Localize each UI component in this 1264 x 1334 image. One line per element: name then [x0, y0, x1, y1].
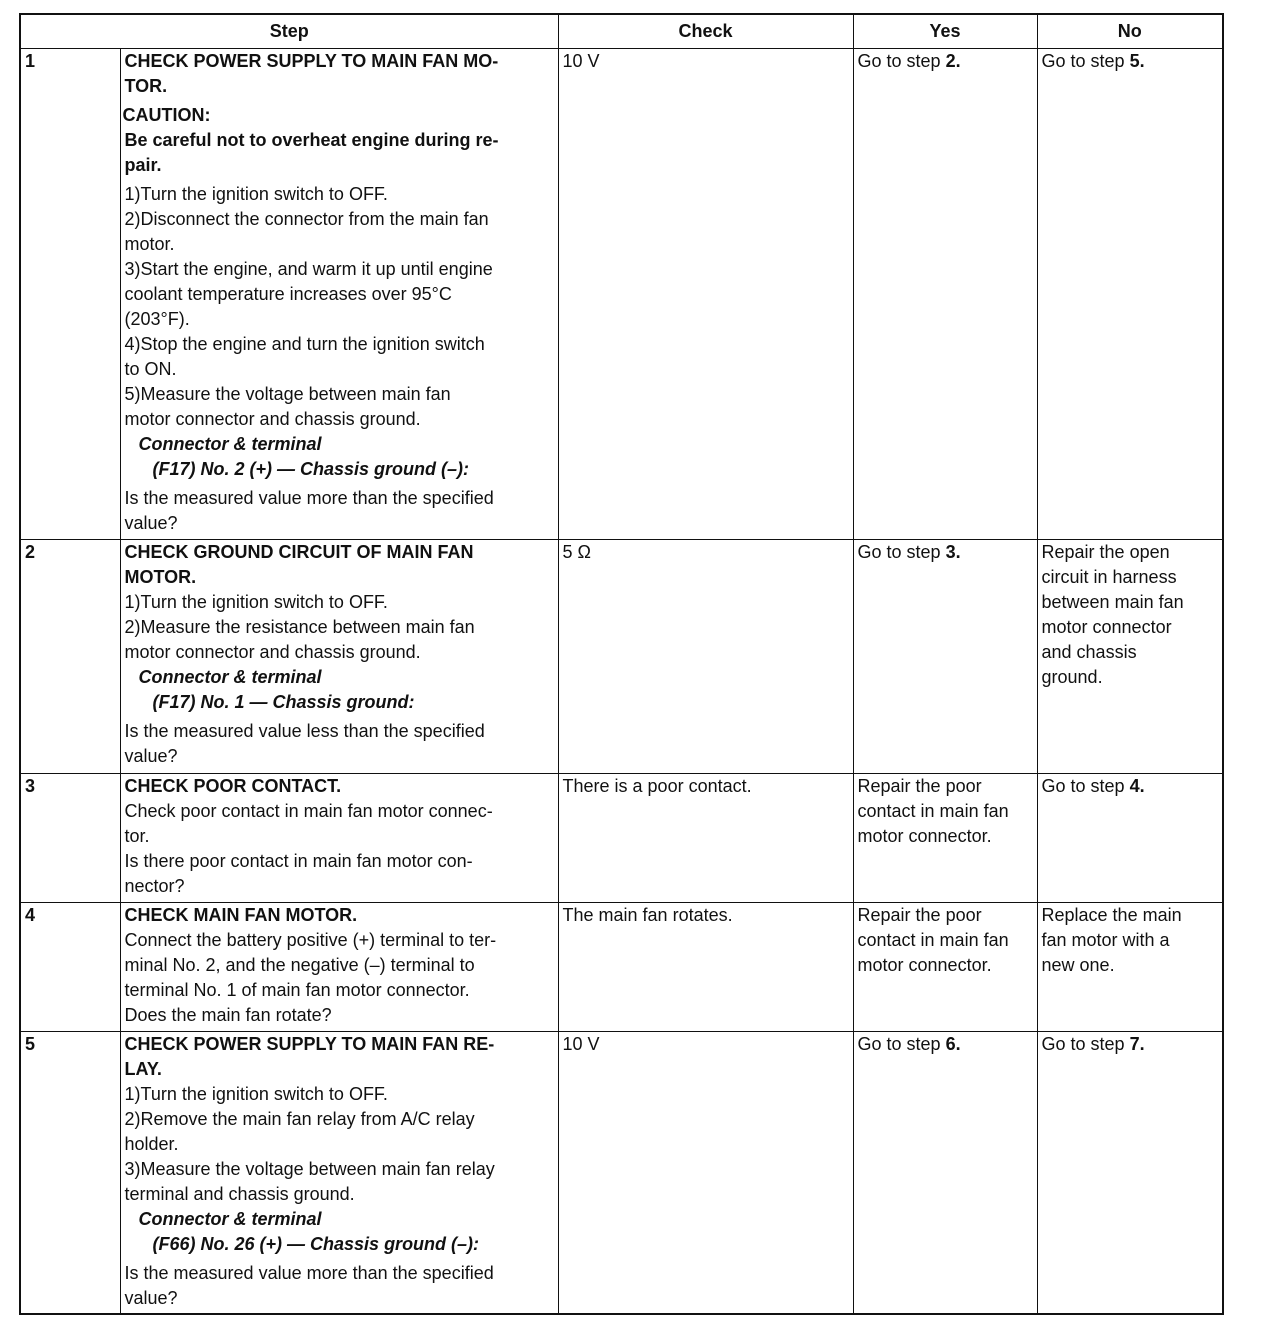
table-row	[20, 1032, 1223, 1315]
no-prefix: Go to step	[1041, 1034, 1130, 1054]
body-line: Is there poor contact in main fan motor con-	[124, 851, 473, 871]
step-question	[125, 1261, 554, 1311]
yes-line: Repair the poor	[857, 776, 982, 796]
body-line: Check poor contact in main fan motor connec-	[124, 801, 493, 821]
yes-prefix: Go to step	[857, 51, 946, 71]
step-description	[120, 1032, 558, 1315]
step-title-line: CHECK POWER SUPPLY TO MAIN FAN RE-	[124, 1034, 495, 1054]
no-action	[1037, 903, 1223, 1032]
yes-line: contact in main fan	[857, 930, 1009, 950]
step-body	[125, 799, 554, 899]
instruction-line: 1)Turn the ignition switch to OFF.	[124, 1084, 388, 1104]
header-step: Step	[20, 14, 558, 49]
step-description	[120, 903, 558, 1032]
header-check: Check	[558, 14, 853, 49]
table-row	[20, 49, 1223, 540]
caution-text	[125, 128, 554, 178]
step-description	[120, 540, 558, 774]
caution-line: pair.	[124, 155, 162, 175]
table-row	[20, 903, 1223, 1032]
header-no: No	[1037, 14, 1223, 49]
step-number: 3	[20, 774, 120, 903]
check-value: The main fan rotates.	[558, 903, 853, 1032]
instruction-line: 2)Disconnect the connector from the main fan	[124, 209, 489, 229]
yes-prefix: Go to step	[857, 542, 946, 562]
check-value: 5 Ω	[558, 540, 853, 774]
step-number: 1	[20, 49, 120, 540]
no-line: ground.	[1041, 667, 1103, 687]
no-prefix: Go to step	[1041, 51, 1130, 71]
no-action	[1037, 540, 1223, 774]
instruction-line: coolant temperature increases over 95°C	[124, 284, 452, 304]
no-line: Repair the open	[1041, 542, 1170, 562]
table-header-row	[20, 14, 1223, 49]
instruction-line: 2)Remove the main fan relay from A/C relay	[124, 1109, 475, 1129]
instruction-line: 3)Measure the voltage between main fan relay	[124, 1159, 495, 1179]
yes-action	[853, 903, 1037, 1032]
no-line: Replace the main	[1041, 905, 1182, 925]
check-value: 10 V	[558, 1032, 853, 1315]
instruction-line: 3)Start the engine, and warm it up until engine	[124, 259, 493, 279]
no-action	[1037, 774, 1223, 903]
caution-label: CAUTION:	[122, 105, 211, 125]
caution-line: Be careful not to overheat engine during re-	[124, 130, 499, 150]
step-number: 5	[20, 1032, 120, 1315]
question-line: value?	[124, 513, 178, 533]
header-yes: Yes	[853, 14, 1037, 49]
no-line: between main fan	[1041, 592, 1184, 612]
step-question	[125, 486, 554, 536]
connector-terminal-label: Connector & terminal	[138, 434, 322, 454]
body-line: Connect the battery positive (+) terminal to ter-	[124, 930, 497, 950]
instruction-line: terminal and chassis ground.	[124, 1184, 355, 1204]
step-title-line: CHECK POWER SUPPLY TO MAIN FAN MO-	[124, 51, 499, 71]
step-number: 2	[20, 540, 120, 774]
instructions	[125, 182, 554, 432]
instructions	[125, 590, 554, 665]
step-title-line: TOR.	[124, 76, 168, 96]
diagnostic-table	[19, 13, 1224, 1315]
table-row	[20, 774, 1223, 903]
no-step-ref: 4.	[1129, 776, 1145, 796]
question-line: Is the measured value more than the specified	[124, 488, 494, 508]
step-title	[125, 49, 554, 99]
connector-terminal-value: (F17) No. 2 (+) — Chassis ground (–):	[152, 459, 470, 479]
yes-line: contact in main fan	[857, 801, 1009, 821]
instruction-line: holder.	[124, 1134, 179, 1154]
no-line: fan motor with a	[1041, 930, 1170, 950]
yes-action	[853, 49, 1037, 540]
yes-action	[853, 1032, 1037, 1315]
yes-line: motor connector.	[857, 955, 992, 975]
no-prefix: Go to step	[1041, 776, 1130, 796]
no-line: circuit in harness	[1041, 567, 1177, 587]
question-line: value?	[124, 746, 178, 766]
instruction-line: motor connector and chassis ground.	[124, 642, 421, 662]
body-line: Does the main fan rotate?	[124, 1005, 332, 1025]
step-number: 4	[20, 903, 120, 1032]
connector-terminal-label: Connector & terminal	[138, 667, 322, 687]
body-line: nector?	[124, 876, 185, 896]
yes-action	[853, 774, 1037, 903]
instruction-line: (203°F).	[124, 309, 190, 329]
connector-terminal-value: (F17) No. 1 — Chassis ground:	[152, 692, 415, 712]
diagnostic-table-page	[19, 13, 1222, 1315]
yes-prefix: Go to step	[857, 1034, 946, 1054]
instruction-line: motor.	[124, 234, 175, 254]
body-line: tor.	[124, 826, 150, 846]
step-title	[125, 1032, 554, 1082]
step-description	[120, 774, 558, 903]
instructions	[125, 1082, 554, 1207]
step-title-line: MOTOR.	[124, 567, 197, 587]
table-row	[20, 540, 1223, 774]
body-line: terminal No. 1 of main fan motor connector.	[124, 980, 470, 1000]
instruction-line: 1)Turn the ignition switch to OFF.	[124, 184, 388, 204]
check-value: There is a poor contact.	[558, 774, 853, 903]
yes-action	[853, 540, 1037, 774]
no-step-ref: 7.	[1129, 1034, 1145, 1054]
step-body	[125, 928, 554, 1028]
no-step-ref: 5.	[1129, 51, 1145, 71]
step-question	[125, 719, 554, 769]
no-line: new one.	[1041, 955, 1115, 975]
no-action	[1037, 49, 1223, 540]
step-title: CHECK POOR CONTACT.	[124, 776, 342, 796]
no-action	[1037, 1032, 1223, 1315]
check-value: 10 V	[558, 49, 853, 540]
yes-line: Repair the poor	[857, 905, 982, 925]
step-title-line: LAY.	[124, 1059, 162, 1079]
question-line: Is the measured value more than the specified	[124, 1263, 494, 1283]
instruction-line: 2)Measure the resistance between main fan	[124, 617, 475, 637]
step-description	[120, 49, 558, 540]
question-line: value?	[124, 1288, 178, 1308]
instruction-line: 5)Measure the voltage between main fan	[124, 384, 451, 404]
instruction-line: 4)Stop the engine and turn the ignition switch	[124, 334, 485, 354]
yes-line: motor connector.	[857, 826, 992, 846]
step-title	[125, 540, 554, 590]
yes-step-ref: 6.	[945, 1034, 961, 1054]
no-line: and chassis	[1041, 642, 1137, 662]
yes-step-ref: 3.	[945, 542, 961, 562]
connector-terminal-label: Connector & terminal	[138, 1209, 322, 1229]
yes-step-ref: 2.	[945, 51, 961, 71]
connector-terminal-value: (F66) No. 26 (+) — Chassis ground (–):	[152, 1234, 480, 1254]
no-line: motor connector	[1041, 617, 1172, 637]
instruction-line: to ON.	[124, 359, 177, 379]
step-title: CHECK MAIN FAN MOTOR.	[124, 905, 358, 925]
body-line: minal No. 2, and the negative (–) terminal to	[124, 955, 475, 975]
step-title-line: CHECK GROUND CIRCUIT OF MAIN FAN	[124, 542, 474, 562]
instruction-line: 1)Turn the ignition switch to OFF.	[124, 592, 388, 612]
question-line: Is the measured value less than the specified	[124, 721, 485, 741]
instruction-line: motor connector and chassis ground.	[124, 409, 421, 429]
